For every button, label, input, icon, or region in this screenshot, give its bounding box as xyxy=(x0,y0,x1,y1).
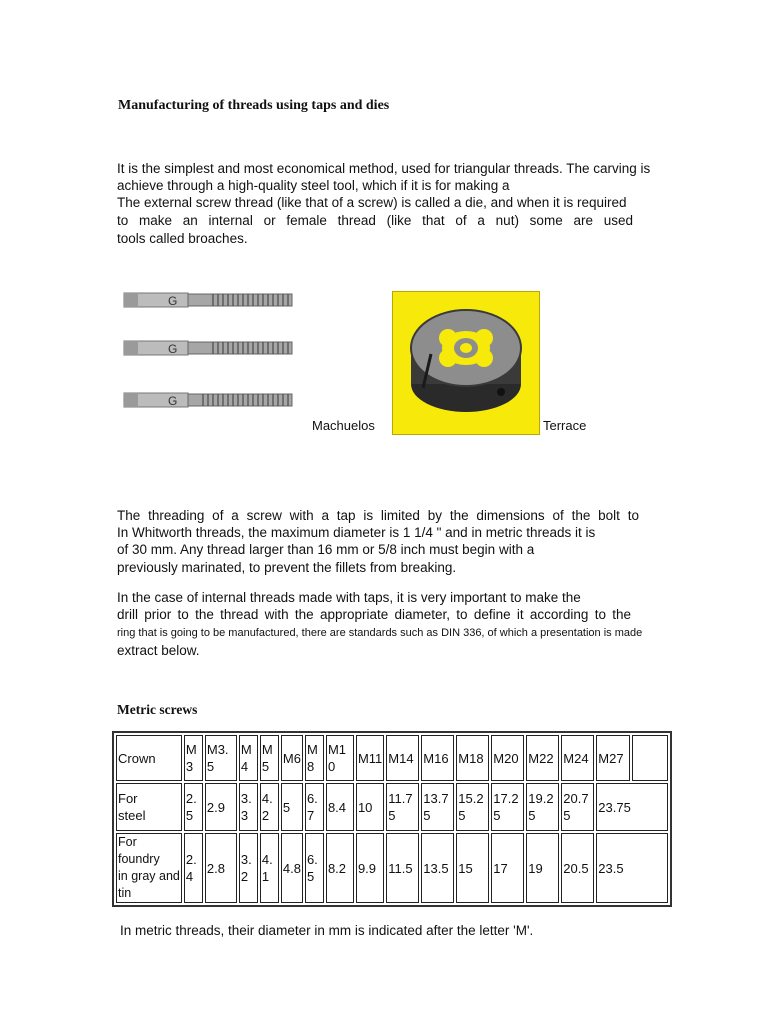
tap-tool-3 xyxy=(124,393,292,408)
tap-tool-2 xyxy=(124,341,292,356)
table-cell: 8.4 xyxy=(326,783,354,831)
tap-tool-1 xyxy=(124,293,292,308)
table-cell xyxy=(632,735,668,781)
table-row-label: For foundry in gray and tin xyxy=(116,833,182,903)
table-cell: 2.8 xyxy=(205,833,237,903)
table-cell: M 3 xyxy=(184,735,203,781)
table-cell: 23.75 xyxy=(596,783,668,831)
table-cell: 13.5 xyxy=(421,833,454,903)
table-row-foundry xyxy=(116,833,668,903)
die-image xyxy=(393,292,539,434)
die-photo xyxy=(392,291,540,435)
document-title: Manufacturing of threads using taps and dies xyxy=(118,98,390,113)
table-cell: 15.2 5 xyxy=(456,783,489,831)
table-cell: 23.5 xyxy=(596,833,668,903)
table-row-label: Crown xyxy=(116,735,182,781)
table-cell: M 4 xyxy=(239,735,258,781)
table-cell: 3. 2 xyxy=(239,833,258,903)
table-cell: M22 xyxy=(526,735,559,781)
table-cell: 17.2 5 xyxy=(491,783,524,831)
table-cell: 17 xyxy=(491,833,524,903)
table-cell: 20.7 5 xyxy=(561,783,594,831)
para3-line-4: extract below. xyxy=(117,643,200,658)
table-cell: 19 xyxy=(526,833,559,903)
intro-line-5: tools called broaches. xyxy=(117,231,248,246)
para3-line-1: In the case of internal threads made with taps, it is very important to make the xyxy=(117,590,581,605)
para3-line-3: ring that is going to be manufactured, there are standards such as DIN 336, of which a presentation is made xyxy=(117,627,643,639)
table-cell: 3. 3 xyxy=(239,783,258,831)
table-cell: M6 xyxy=(281,735,303,781)
table-cell: 4. 2 xyxy=(260,783,279,831)
table-cell: M3. 5 xyxy=(205,735,237,781)
table-cell: 6. 5 xyxy=(305,833,324,903)
table-cell: M18 xyxy=(456,735,489,781)
intro-line-4: to make an internal or female thread (like that of a nut) some are used xyxy=(117,213,633,228)
table-cell: M1 0 xyxy=(326,735,354,781)
para3-line-2: drill prior to the thread with the appropriate diameter, to define it according to the xyxy=(117,607,631,622)
table-cell: M27 xyxy=(596,735,630,781)
svg-text:G: G xyxy=(168,342,178,356)
para2-line-4: previously marinated, to prevent the fillets from breaking. xyxy=(117,560,457,575)
intro-line-2: achieve through a high-quality steel tool, which if it is for making a xyxy=(117,178,510,193)
table-row-steel xyxy=(116,783,668,831)
table-cell: M14 xyxy=(386,735,419,781)
table-cell: 20.5 xyxy=(561,833,594,903)
table-cell: M 5 xyxy=(260,735,279,781)
table-row-label: For steel xyxy=(116,783,182,831)
table-cell: M20 xyxy=(491,735,524,781)
table-cell: 2. 5 xyxy=(184,783,203,831)
table-cell: 10 xyxy=(356,783,384,831)
table-cell: 11.5 xyxy=(386,833,419,903)
metric-screws-table xyxy=(112,731,672,907)
svg-text:G: G xyxy=(168,294,178,308)
table-cell: 4. 1 xyxy=(260,833,279,903)
table-cell: M16 xyxy=(421,735,454,781)
footnote: In metric threads, their diameter in mm is indicated after the letter 'M'. xyxy=(120,923,534,938)
para2-line-2: In Whitworth threads, the maximum diameter is 1 1/4 " and in metric threads it is xyxy=(117,525,596,540)
table-cell: 15 xyxy=(456,833,489,903)
taps-photo xyxy=(118,286,312,426)
table-cell: 4.8 xyxy=(281,833,303,903)
table-cell: 2.9 xyxy=(205,783,237,831)
intro-line-3: The external screw thread (like that of a screw) is called a die, and when it is required xyxy=(117,195,627,210)
table-cell: M24 xyxy=(561,735,594,781)
table-title: Metric screws xyxy=(117,702,198,717)
table-cell: 19.2 5 xyxy=(526,783,559,831)
table-cell: 2. 4 xyxy=(184,833,203,903)
table-cell: M 8 xyxy=(305,735,324,781)
svg-text:G: G xyxy=(168,394,178,408)
intro-line-1: It is the simplest and most economical method, used for triangular threads. The carving is xyxy=(117,161,651,176)
table-cell: 6. 7 xyxy=(305,783,324,831)
table-cell: 9.9 xyxy=(356,833,384,903)
table-cell: 8.2 xyxy=(326,833,354,903)
table-cell: 13.7 5 xyxy=(421,783,454,831)
die-caption: Terrace xyxy=(543,418,587,433)
para2-line-1: The threading of a screw with a tap is limited by the dimensions of the bolt to xyxy=(117,508,639,523)
table-header-row xyxy=(116,735,668,781)
table-cell: 11.7 5 xyxy=(386,783,419,831)
para2-line-3: of 30 mm. Any thread larger than 16 mm or 5/8 inch must begin with a xyxy=(117,542,535,557)
taps-caption: Machuelos xyxy=(312,418,375,433)
table-cell: M11 xyxy=(356,735,384,781)
table-cell: 5 xyxy=(281,783,303,831)
